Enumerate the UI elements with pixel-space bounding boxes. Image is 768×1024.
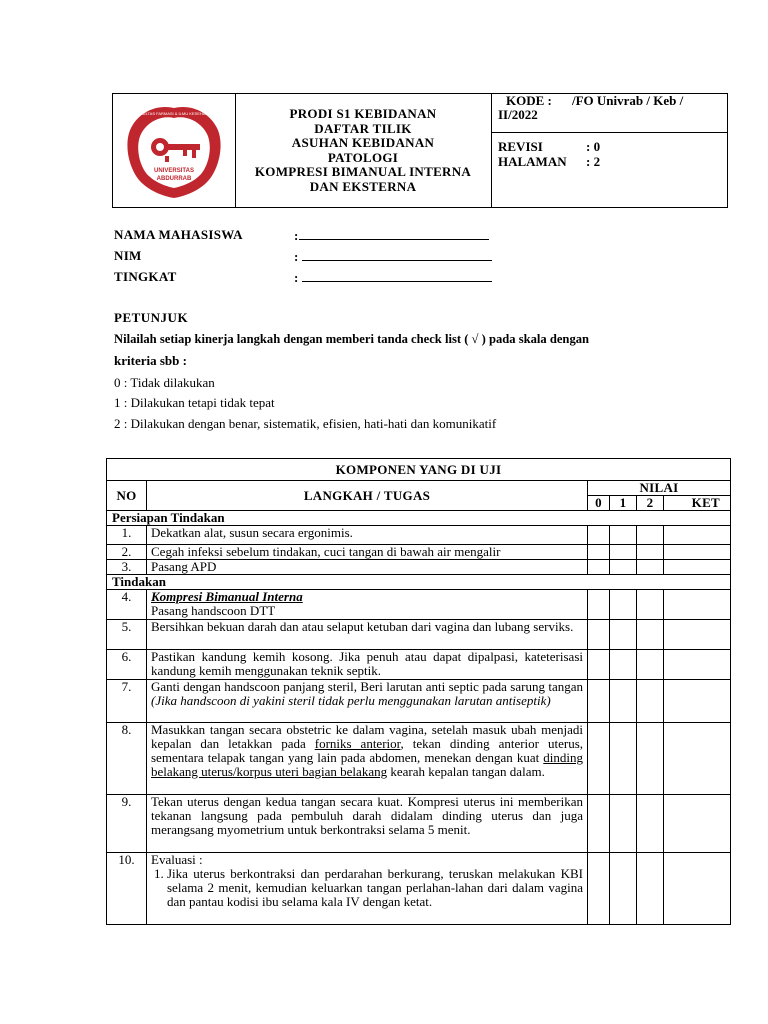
title-line: DAFTAR TILIK bbox=[314, 120, 412, 136]
evaluation-item: 1. Jika uterus berkontraksi dan perdarahan berkurang, teruskan melakukan KBI selama 2 menit, kemudian keluarkan tangan perlahan-lahan dari dalam vagina dan pantau kodisi ibu selama kala IV dengan ketat. bbox=[167, 867, 583, 909]
criteria-item: 1 : Dilakukan tetapi tidak tepat bbox=[114, 395, 275, 410]
kode-value-cont: II/2022 bbox=[498, 107, 538, 122]
ket-cell[interactable] bbox=[664, 795, 731, 853]
table-row bbox=[107, 795, 731, 853]
step-number: 9. bbox=[107, 795, 147, 853]
step-text-part: Masukkan tangan secara obstetric ke dalam vagina, setelah masuk ubah menjadi kepalan dan letakkan pada bbox=[151, 722, 583, 751]
ket-cell[interactable] bbox=[664, 560, 731, 575]
nim-label: NIM bbox=[114, 248, 142, 263]
score-2-cell[interactable] bbox=[637, 680, 664, 723]
step-text bbox=[147, 680, 588, 723]
title-line: DAN EKSTERNA bbox=[309, 178, 417, 194]
col-nilai-header: NILAI bbox=[588, 481, 731, 496]
step-text: Dekatkan alat, susun secara ergonimis. bbox=[147, 526, 588, 545]
score-1-cell[interactable] bbox=[610, 620, 637, 650]
table-row bbox=[107, 545, 731, 560]
step-text: Pasang APD bbox=[147, 560, 588, 575]
score-1-header: 1 bbox=[610, 496, 637, 511]
step-line: Pasang handscoon DTT bbox=[151, 603, 276, 618]
halaman-value: : 2 bbox=[586, 154, 601, 169]
step-text: Pastikan kandung kemih kosong. Jika penuh atau dapat dipalpasi, kateterisasi kandung kemih menggunakan teknik septik. bbox=[147, 650, 588, 680]
ket-cell[interactable] bbox=[664, 650, 731, 680]
score-0-cell[interactable] bbox=[588, 795, 610, 853]
ket-cell[interactable] bbox=[664, 723, 731, 795]
ket-cell[interactable] bbox=[664, 545, 731, 560]
step-number: 2. bbox=[107, 545, 147, 560]
tingkat-colon: : bbox=[294, 270, 299, 285]
revisi-value: : 0 bbox=[586, 139, 601, 154]
kode-value: /FO Univrab / Keb / bbox=[572, 93, 684, 108]
nama-label: NAMA MAHASISWA bbox=[114, 227, 243, 242]
nim-row bbox=[114, 248, 299, 264]
score-0-cell[interactable] bbox=[588, 590, 610, 620]
criteria-item: 0 : Tidak dilakukan bbox=[114, 375, 215, 390]
step-text: Cegah infeksi sebelum tindakan, cuci tangan di bawah air mengalir bbox=[147, 545, 588, 560]
step-text-part: Ganti dengan handscoon panjang steril, Beri larutan anti septic pada sarung tangan bbox=[151, 679, 583, 694]
petunjuk-heading: PETUNJUK bbox=[114, 310, 189, 325]
score-2-cell[interactable] bbox=[637, 526, 664, 545]
svg-text:FAKULTAS FARMASI & ILMU KESEHA: FAKULTAS FARMASI & ILMU KESEHATAN bbox=[135, 111, 213, 116]
score-0-cell[interactable] bbox=[588, 545, 610, 560]
step-number: 5. bbox=[107, 620, 147, 650]
score-1-cell[interactable] bbox=[610, 545, 637, 560]
col-no-header: NO bbox=[107, 481, 147, 511]
evaluation-list bbox=[151, 867, 583, 909]
step-number: 3. bbox=[107, 560, 147, 575]
step-text: Tekan uterus dengan kedua tangan secara kuat. Kompresi uterus ini memberikan tekanan langsung pada pembuluh darah didalam dinding uterus dan juga merangsang myometrium untuk berkontraksi selama 5 menit. bbox=[147, 795, 588, 853]
forniks-term: forniks anterior bbox=[314, 736, 401, 751]
score-2-header: 2 bbox=[637, 496, 664, 511]
nama-row bbox=[114, 227, 299, 243]
step-text bbox=[147, 590, 588, 620]
title-line: KOMPRESI BIMANUAL INTERNA bbox=[254, 164, 472, 179]
step-number: 1. bbox=[107, 526, 147, 545]
score-1-cell[interactable] bbox=[610, 723, 637, 795]
title-line: PATOLOGI bbox=[327, 149, 399, 165]
dinding-term: dinding belakang uterus/korpus uteri bagian belakang bbox=[151, 750, 583, 779]
step-number: 8. bbox=[107, 723, 147, 795]
score-2-cell[interactable] bbox=[637, 795, 664, 853]
step-text: Bersihkan bekuan darah dan atau selaput ketuban dari vagina dan lubang serviks. bbox=[147, 620, 588, 650]
logo-cell bbox=[113, 94, 236, 207]
score-2-cell[interactable] bbox=[637, 620, 664, 650]
instruction-line: kriteria sbb : bbox=[114, 353, 187, 368]
section-tindakan: Tindakan bbox=[107, 575, 731, 590]
step-line: Evaluasi : bbox=[151, 852, 203, 867]
kode-label: KODE : bbox=[506, 93, 552, 108]
nama-colon: : bbox=[294, 228, 299, 243]
table-row bbox=[107, 590, 731, 620]
revisi-row bbox=[492, 139, 727, 154]
table-row bbox=[107, 680, 731, 723]
svg-text:ABDURRAB: ABDURRAB bbox=[156, 176, 192, 182]
nim-colon: : bbox=[294, 249, 299, 264]
table-row bbox=[107, 650, 731, 680]
table-row bbox=[107, 526, 731, 545]
title-line: ASUHAN KEBIDANAN bbox=[291, 135, 435, 150]
nama-field[interactable] bbox=[299, 227, 489, 240]
section-persiapan: Persiapan Tindakan bbox=[107, 511, 731, 526]
tingkat-row bbox=[114, 269, 299, 285]
score-2-cell[interactable] bbox=[637, 650, 664, 680]
score-2-cell[interactable] bbox=[637, 723, 664, 795]
score-1-cell[interactable] bbox=[610, 650, 637, 680]
score-1-cell[interactable] bbox=[610, 590, 637, 620]
step-note: (Jika handscoon di yakini steril tidak perlu menggunakan larutan antiseptik) bbox=[151, 693, 551, 708]
step-text-part: kearah kepalan tangan dalam. bbox=[387, 764, 545, 779]
ket-cell[interactable] bbox=[664, 853, 731, 925]
score-1-cell[interactable] bbox=[610, 795, 637, 853]
title-line: PRODI S1 KEBIDANAN bbox=[289, 106, 437, 121]
score-0-cell[interactable] bbox=[588, 560, 610, 575]
kode-cell bbox=[492, 94, 727, 133]
step-number: 6. bbox=[107, 650, 147, 680]
score-0-cell[interactable] bbox=[588, 620, 610, 650]
revisi-label: REVISI bbox=[498, 139, 543, 154]
tingkat-label: TINGKAT bbox=[114, 269, 177, 284]
ket-cell[interactable] bbox=[664, 620, 731, 650]
score-0-header: 0 bbox=[588, 496, 610, 511]
col-langkah-header: LANGKAH / TUGAS bbox=[147, 481, 588, 511]
university-logo bbox=[113, 94, 235, 207]
score-2-cell[interactable] bbox=[637, 560, 664, 575]
halaman-row bbox=[492, 154, 727, 169]
step-text bbox=[147, 853, 588, 925]
step-subtitle: Kompresi Bimanual Interna bbox=[151, 589, 303, 604]
criteria-item: 2 : Dilakukan dengan benar, sistematik, efisien, hati-hati dan komunikatif bbox=[114, 416, 497, 431]
table-title: KOMPONEN YANG DI UJI bbox=[107, 459, 731, 481]
score-1-cell[interactable] bbox=[610, 560, 637, 575]
document-meta bbox=[492, 94, 727, 207]
tingkat-field[interactable] bbox=[302, 269, 492, 282]
score-1-cell[interactable] bbox=[610, 680, 637, 723]
table-row bbox=[107, 560, 731, 575]
score-1-cell[interactable] bbox=[610, 526, 637, 545]
step-number: 7. bbox=[107, 680, 147, 723]
checklist-table bbox=[106, 458, 731, 925]
score-0-cell[interactable] bbox=[588, 650, 610, 680]
ket-cell[interactable] bbox=[664, 526, 731, 545]
svg-text:UNIVERSITAS: UNIVERSITAS bbox=[154, 168, 194, 174]
score-0-cell[interactable] bbox=[588, 723, 610, 795]
document-header bbox=[112, 93, 728, 208]
halaman-label: HALAMAN bbox=[498, 154, 567, 169]
step-number: 4. bbox=[107, 590, 147, 620]
table-row bbox=[107, 620, 731, 650]
score-0-cell[interactable] bbox=[588, 526, 610, 545]
score-1-cell[interactable] bbox=[610, 853, 637, 925]
step-text bbox=[147, 723, 588, 795]
score-2-cell[interactable] bbox=[637, 590, 664, 620]
score-2-cell[interactable] bbox=[637, 853, 664, 925]
step-text-part: , tekan dinding anterior uterus, sementara telapak tangan yang lain pada abdomen, menekan dengan kuat bbox=[151, 736, 584, 765]
score-0-cell[interactable] bbox=[588, 853, 610, 925]
ket-cell[interactable] bbox=[664, 680, 731, 723]
table-row bbox=[107, 723, 731, 795]
title-cell bbox=[235, 94, 492, 207]
instruction-line: Nilailah setiap kinerja langkah dengan memberi tanda check list ( √ ) pada skala dengan bbox=[114, 332, 590, 346]
step-number: 10. bbox=[107, 853, 147, 925]
table-row bbox=[107, 853, 731, 925]
ket-header: KET bbox=[664, 496, 731, 511]
score-2-cell[interactable] bbox=[637, 545, 664, 560]
nim-field[interactable] bbox=[302, 248, 492, 261]
ket-cell[interactable] bbox=[664, 590, 731, 620]
score-0-cell[interactable] bbox=[588, 680, 610, 723]
